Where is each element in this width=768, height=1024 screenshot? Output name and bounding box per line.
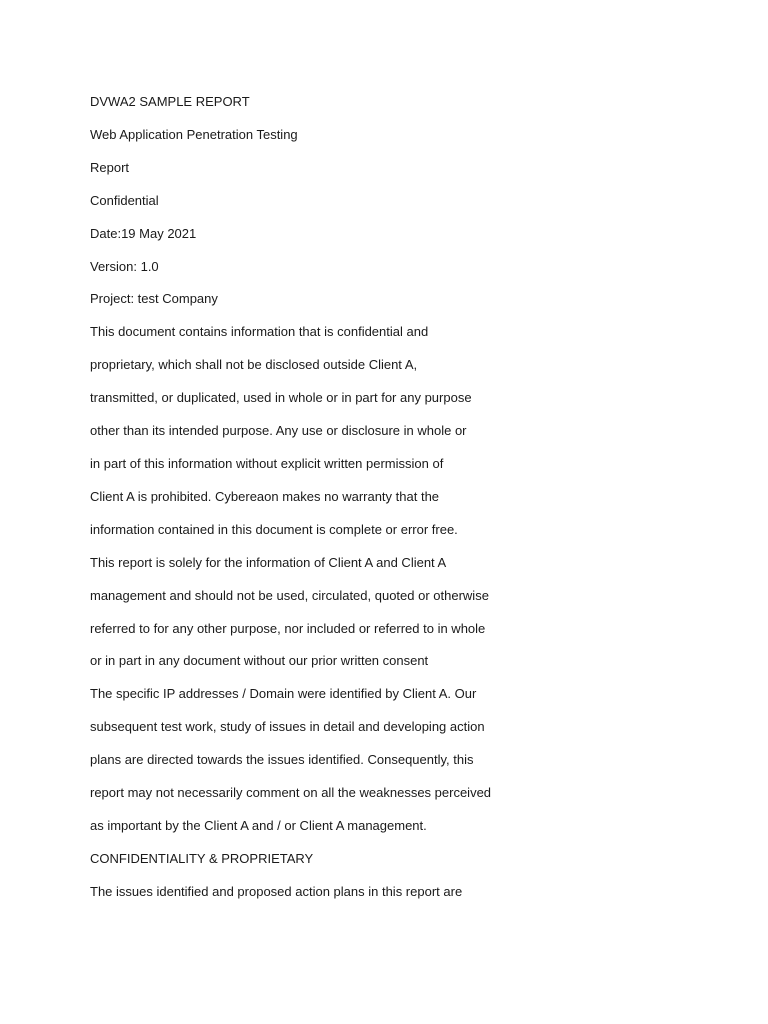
paragraph-line: or in part in any document without our prior written consent [90, 653, 429, 668]
section-heading: CONFIDENTIALITY & PROPRIETARY [90, 851, 314, 866]
paragraph-line: The issues identified and proposed action plans in this report are [90, 884, 463, 899]
paragraph-line: management and should not be used, circulated, quoted or otherwise [90, 588, 489, 603]
report-title: DVWA2 SAMPLE REPORT [90, 94, 250, 109]
paragraph-line: plans are directed towards the issues identified. Consequently, this [90, 752, 474, 767]
paragraph-line: proprietary, which shall not be disclosed outside Client A, [90, 357, 418, 372]
paragraph-line: report may not necessarily comment on all the weaknesses perceived [90, 785, 492, 800]
report-label: Report [90, 160, 130, 175]
paragraph-line: Client A is prohibited. Cybereaon makes no warranty that the [90, 489, 440, 504]
report-subtitle: Web Application Penetration Testing [90, 127, 298, 142]
paragraph-line: other than its intended purpose. Any use or disclosure in whole or [90, 423, 467, 438]
paragraph-line: This report is solely for the information of Client A and Client A [90, 555, 447, 570]
paragraph-line: subsequent test work, study of issues in detail and developing action [90, 719, 485, 734]
paragraph-line: The specific IP addresses / Domain were identified by Client A. Our [90, 686, 477, 701]
paragraph-line: transmitted, or duplicated, used in whole or in part for any purpose [90, 390, 472, 405]
paragraph-line: as important by the Client A and / or Client A management. [90, 818, 427, 833]
paragraph-line: referred to for any other purpose, nor included or referred to in whole [90, 621, 486, 636]
paragraph-line: in part of this information without explicit written permission of [90, 456, 444, 471]
paragraph-line: information contained in this document is complete or error free. [90, 522, 458, 537]
report-version: Version: 1.0 [90, 259, 159, 274]
report-project: Project: test Company [90, 291, 218, 306]
classification-label: Confidential [90, 193, 159, 208]
paragraph-line: This document contains information that is confidential and [90, 324, 429, 339]
report-date: Date:19 May 2021 [90, 226, 197, 241]
